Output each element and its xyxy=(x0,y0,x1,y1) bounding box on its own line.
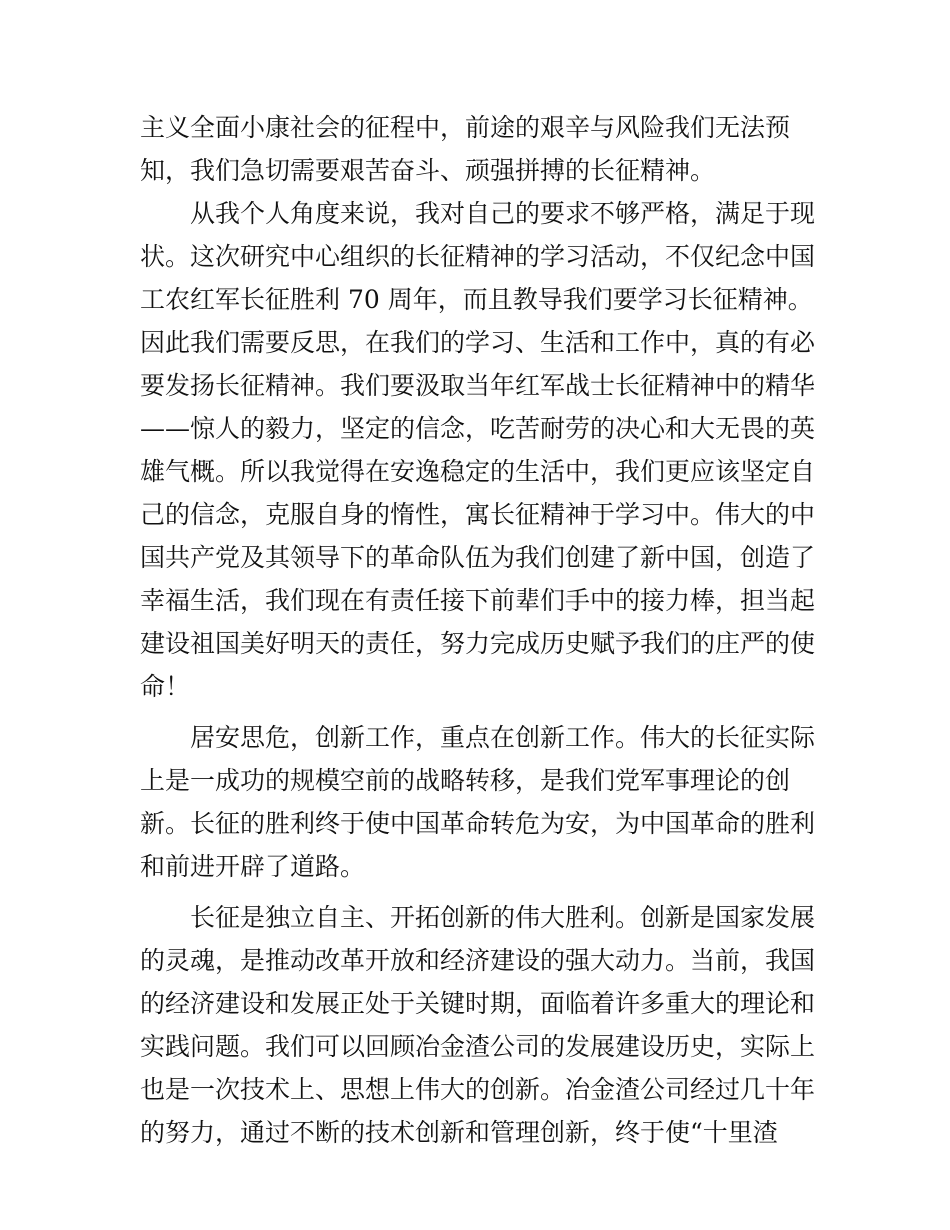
text-line: 主义全面小康社会的征程中，前途的艰辛与风险我们无法预 xyxy=(140,113,791,142)
text-line: 新。长征的胜利终于使中国革命转危为安，为中国革命的胜利 xyxy=(140,809,816,838)
text-line: 的经济建设和发展正处于关键时期，面临着许多重大的理论和 xyxy=(140,989,816,1018)
text-line: 的努力，通过不断的技术创新和管理创新，终于使“十里渣 xyxy=(140,1118,778,1147)
text-line: 也是一次技术上、思想上伟大的创新。冶金渣公司经过几十年 xyxy=(140,1075,816,1104)
text-line: 和前进开辟了道路。 xyxy=(140,852,366,881)
paragraph-2 xyxy=(140,192,840,708)
text-line: 的灵魂，是推动改革开放和经济建设的强大动力。当前，我国 xyxy=(140,946,816,975)
text-line: 长征是独立自主、开拓创新的伟大胜利。创新是国家发展 xyxy=(140,903,816,932)
text-line: 居安思危，创新工作，重点在创新工作。伟大的长征实际 xyxy=(140,723,816,752)
text-line: 状。这次研究中心组织的长征精神的学习活动，不仅纪念中国 xyxy=(140,242,816,271)
paragraph-gap xyxy=(140,708,840,716)
text-line: 实践问题。我们可以回顾冶金渣公司的发展建设历史，实际上 xyxy=(140,1032,816,1061)
paragraph-4 xyxy=(140,896,840,1154)
text-line: 要发扬长征精神。我们要汲取当年红军战士长征精神中的精华 xyxy=(140,371,816,400)
text-line: 建设祖国美好明天的责任，努力完成历史赋予我们的庄严的使 xyxy=(140,629,816,658)
text-line: 雄气概。所以我觉得在安逸稳定的生活中，我们更应该坚定自 xyxy=(140,457,816,486)
text-line: 国共产党及其领导下的革命队伍为我们创建了新中国，创造了 xyxy=(140,543,816,572)
text-line: 上是一成功的规模空前的战略转移，是我们党军事理论的创 xyxy=(140,766,791,795)
text-line: 命！ xyxy=(140,672,191,701)
text-line: 因此我们需要反思，在我们的学习、生活和工作中，真的有必 xyxy=(140,328,816,357)
body-text xyxy=(140,106,840,1154)
text-line: 己的信念，克服自身的惰性，寓长征精神于学习中。伟大的中 xyxy=(140,500,816,529)
text-line: 工农红军长征胜利 70 周年，而且教导我们要学习长征精神。 xyxy=(140,285,813,314)
paragraph-gap xyxy=(140,888,840,896)
text-line: 知，我们急切需要艰苦奋斗、顽强拼搏的长征精神。 xyxy=(140,156,716,185)
paragraph-3 xyxy=(140,716,840,888)
paragraph-1 xyxy=(140,106,840,192)
text-line: 从我个人角度来说，我对自己的要求不够严格，满足于现 xyxy=(140,199,816,228)
text-line: ——惊人的毅力，坚定的信念，吃苦耐劳的决心和大无畏的英 xyxy=(140,414,816,443)
text-line: 幸福生活，我们现在有责任接下前辈们手中的接力棒，担当起 xyxy=(140,586,816,615)
